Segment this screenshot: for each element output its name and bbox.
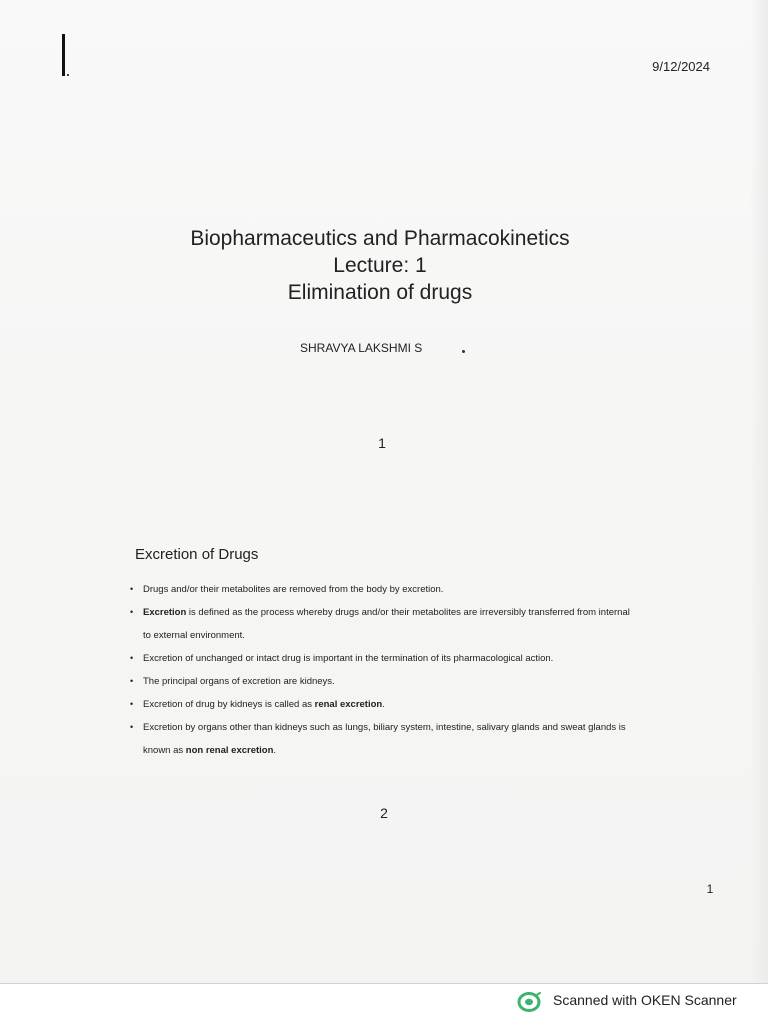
bullet-text: Excretion of unchanged or intact drug is important in the termination of its pharmacological action.	[143, 653, 554, 664]
scanner-watermark-text: Scanned with OKEN Scanner	[553, 992, 737, 1008]
bullet-item	[130, 578, 640, 601]
margin-mark	[62, 34, 65, 76]
bullet-bold-term: Excretion	[143, 607, 187, 618]
course-title: Biopharmaceutics and Pharmacokinetics	[190, 227, 570, 250]
bullet-item	[130, 716, 640, 762]
document-date: 9/12/2024	[652, 59, 710, 74]
page-edge-shadow	[750, 0, 768, 983]
bullet-text: The principal organs of excretion are kidneys.	[143, 676, 335, 687]
title-slide	[110, 225, 650, 306]
lecture-label: Lecture: 1	[333, 254, 427, 277]
bullet-text: Excretion of drug by kidneys is called as	[143, 699, 315, 710]
slide-number-1: 1	[378, 435, 386, 451]
stray-dot	[462, 350, 465, 353]
bullet-item	[130, 670, 640, 693]
page-number: 1	[706, 882, 714, 896]
author-name: SHRAVYA LAKSHMI S	[300, 341, 423, 355]
bullet-text: is defined as the process whereby drugs and/or their metabolites are irreversibly transferred from internal to external environment.	[143, 607, 630, 641]
slide-number-2: 2	[380, 805, 388, 821]
oken-scanner-logo-icon	[517, 992, 541, 1012]
bullet-text-end: .	[273, 745, 277, 756]
bullet-text: Excretion by organs other than kidneys such as lungs, biliary system, intestine, salivary glands and sweat glands is known as	[143, 722, 626, 756]
bullet-text-end: .	[382, 699, 385, 710]
bullet-bold-term: non renal excretion	[185, 745, 274, 756]
section-heading: Excretion of Drugs	[135, 546, 259, 563]
bullet-text: Drugs and/or their metabolites are removed from the body by excretion.	[143, 584, 444, 595]
bullet-item	[130, 693, 640, 716]
bullet-item	[130, 647, 640, 670]
bullet-bold-term: renal excretion	[314, 699, 383, 710]
bullet-item	[130, 601, 640, 647]
excretion-bullet-list	[130, 578, 640, 762]
lecture-topic: Elimination of drugs	[287, 281, 473, 304]
